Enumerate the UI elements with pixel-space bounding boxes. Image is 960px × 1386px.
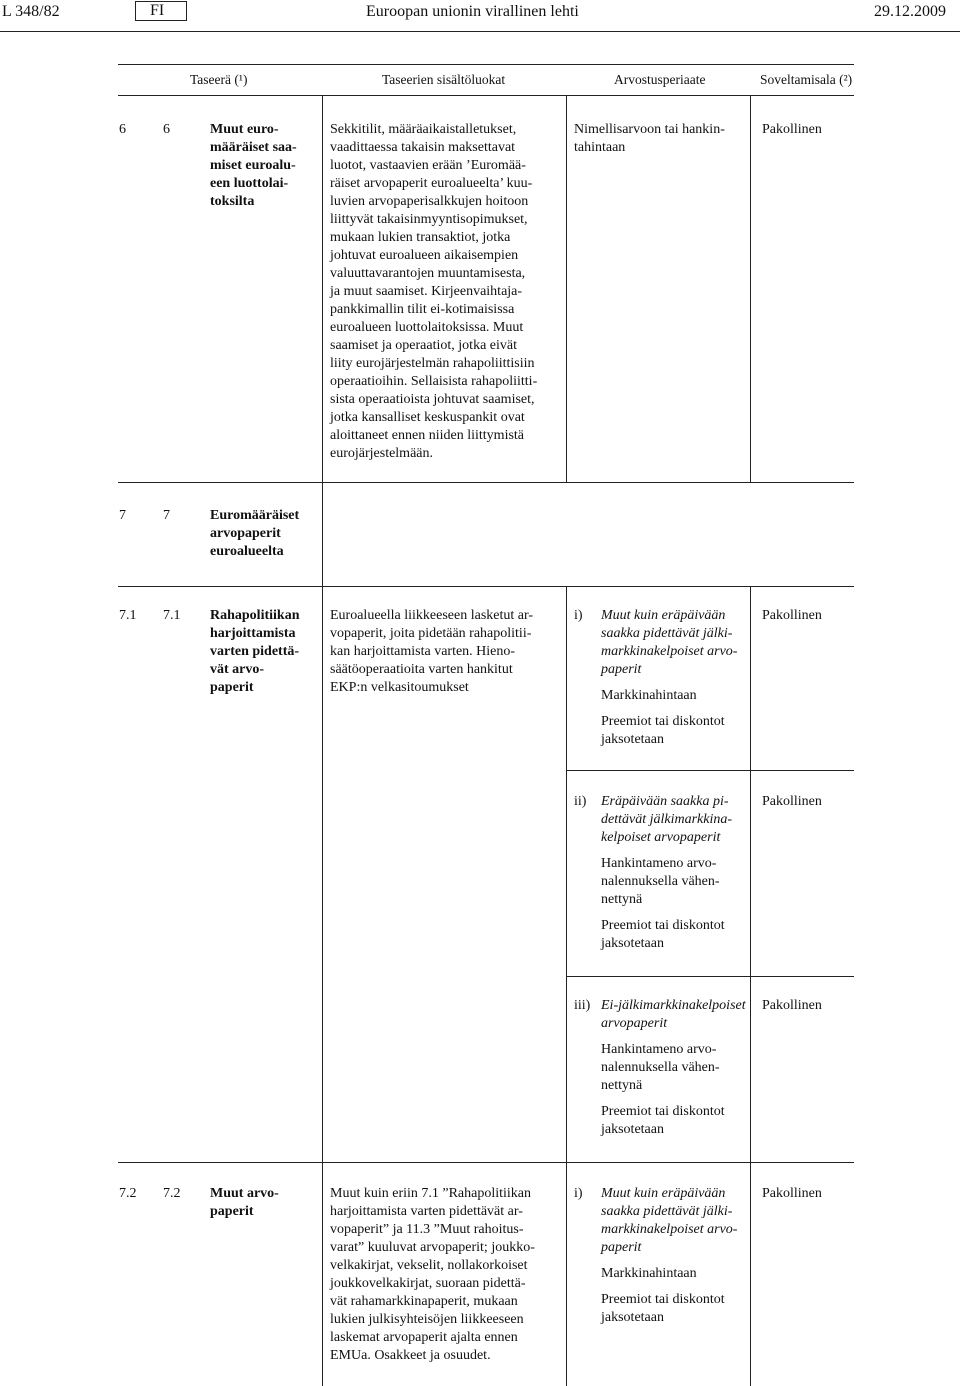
row-rule [566, 770, 854, 771]
row-7-2-val-i: Muut kuin eräpäivään saakka pidettävät jälki- markkinakelpoiset arvo- paperit Markkinahintaan Preemiot tai diskontot jaksotetaan [601, 1186, 738, 1325]
row-7-1-number-2: 7.1 [163, 608, 181, 623]
col-header-scope: Soveltamisala (²) [760, 72, 853, 87]
vrule-content [322, 96, 323, 1386]
row-6-content: Sekkitilit, määräaikaistalletukset, vaadittaessa takaisin maksettavat luotot, vastaavien erään ’Euromää- räiset arvopaperit euroalueelta’ kuu- luvien arvopaperisalkkujen hoitoon liittyvät takaisinmyyntisopimukset, mukaan lukien transaktiot, jotka johtuvat euroalueen aikaisempien valuuttavarantojen muuntamisesta, ja muut saamiset. Kirjeenvaihtaja- pankkimallin tilit ei-kotimaisissa euroalueen luottolaitoksissa. Muut saamiset ja operaatiot, jotka eivät liity eurojärjestelmän rahapoliittisiin operaatioihin. Sellaisista rahapoliitti- sista operaatioista johtuvat saamiset, jotka kansalliset keskuspankit ovat aloittaneet ennen niiden liittymistä eurojärjestelmään. [330, 122, 538, 461]
row-rule [566, 976, 854, 977]
row-7-1-item: Rahapolitiikan harjoittamista varten pidettä- vät arvo- paperit [210, 608, 300, 695]
row-7-1-val-iii-number: iii) [574, 998, 591, 1013]
row-7-1-val-i: Muut kuin eräpäivään saakka pidettävät jälki- markkinakelpoiset arvo- paperit Markkinahintaan Preemiot tai diskontot jaksotetaan [601, 608, 738, 747]
row-7-2-item: Muut arvo- paperit [210, 1186, 279, 1219]
col-header-valuation: Arvostusperiaate [614, 72, 706, 87]
row-7-2-number: 7.2 [119, 1186, 137, 1201]
row-7-1-val-i-number: i) [574, 608, 583, 623]
row-7-1-val-ii: Eräpäivään saakka pi- dettävät jälkimarkkina- kelpoiset arvopaperit Hankintameno arvo- nalennuksella vähen- nettynä Preemiot tai diskontot jaksotetaan [601, 794, 733, 951]
language-code: FI [150, 2, 165, 19]
row-7-1-val-i-scope: Pakollinen [762, 608, 822, 623]
row-7-1-number: 7.1 [119, 608, 137, 623]
row-6-number: 6 [119, 122, 126, 137]
vrule-scope [750, 96, 751, 482]
header-rule [0, 31, 960, 32]
col-header-item: Taseerä (¹) [190, 72, 248, 87]
row-7-2-number-2: 7.2 [163, 1186, 181, 1201]
row-6-scope: Pakollinen [762, 122, 822, 137]
page-reference: L 348/82 [2, 3, 60, 20]
row-rule [118, 586, 854, 587]
row-7-2-val-i-number: i) [574, 1186, 583, 1201]
publication-date: 29.12.2009 [874, 3, 946, 20]
row-rule [118, 482, 854, 483]
row-7-2-content: Muut kuin eriin 7.1 ”Rahapolitiikan harjoittamista varten pidettävät ar- vopaperit” ja 11.3 ”Muut rahoitus- varat” kuuluvat arvopaperit; joukko- velkakirjat, vekselit, nollakorkoiset joukkovelkakirjat, suoraan pidettä- vät rahamarkkinapaperit, mukaan lukien julkisyhteisöjen liikkeeseen laskemat arvopaperit ajalta ennen EMUa. Osakkeet ja osuudet. [330, 1186, 535, 1363]
col-header-content: Taseerien sisältöluokat [382, 72, 506, 87]
row-6-number-2: 6 [163, 122, 170, 137]
row-7-number-2: 7 [163, 508, 170, 523]
vrule-valuation [566, 586, 567, 1386]
row-7-item: Euromääräiset arvopaperit euroalueelta [210, 508, 300, 559]
row-7-1-val-iii: Ei-jälkimarkkinakelpoiset arvopaperit Hankintameno arvo- nalennuksella vähen- nettynä Preemiot tai diskontot jaksotetaan [601, 998, 746, 1137]
row-7-2-val-i-scope: Pakollinen [762, 1186, 822, 1201]
row-6-valuation: Nimellisarvoon tai hankin- tahintaan [574, 122, 725, 155]
row-6-item: Muut euro- määräiset saa- miset euroalu- een luottolai- toksilta [210, 122, 297, 209]
row-7-1-val-iii-scope: Pakollinen [762, 998, 822, 1013]
journal-title: Euroopan unionin virallinen lehti [366, 3, 579, 20]
vrule-valuation [566, 96, 567, 482]
row-rule [118, 1162, 854, 1163]
table-header-rule [118, 95, 854, 96]
row-7-1-val-ii-scope: Pakollinen [762, 794, 822, 809]
table-top-rule [118, 64, 854, 65]
row-7-1-content: Euroalueella liikkeeseen lasketut ar- vopaperit, joita pidetään rahapolitii- kan harjoittamista varten. Hieno- säätöoperaatioita varten hankitut EKP:n velkasitoumukset [330, 608, 534, 695]
vrule-scope [750, 586, 751, 1386]
row-7-1-val-ii-number: ii) [574, 794, 587, 809]
row-7-number: 7 [119, 508, 126, 523]
